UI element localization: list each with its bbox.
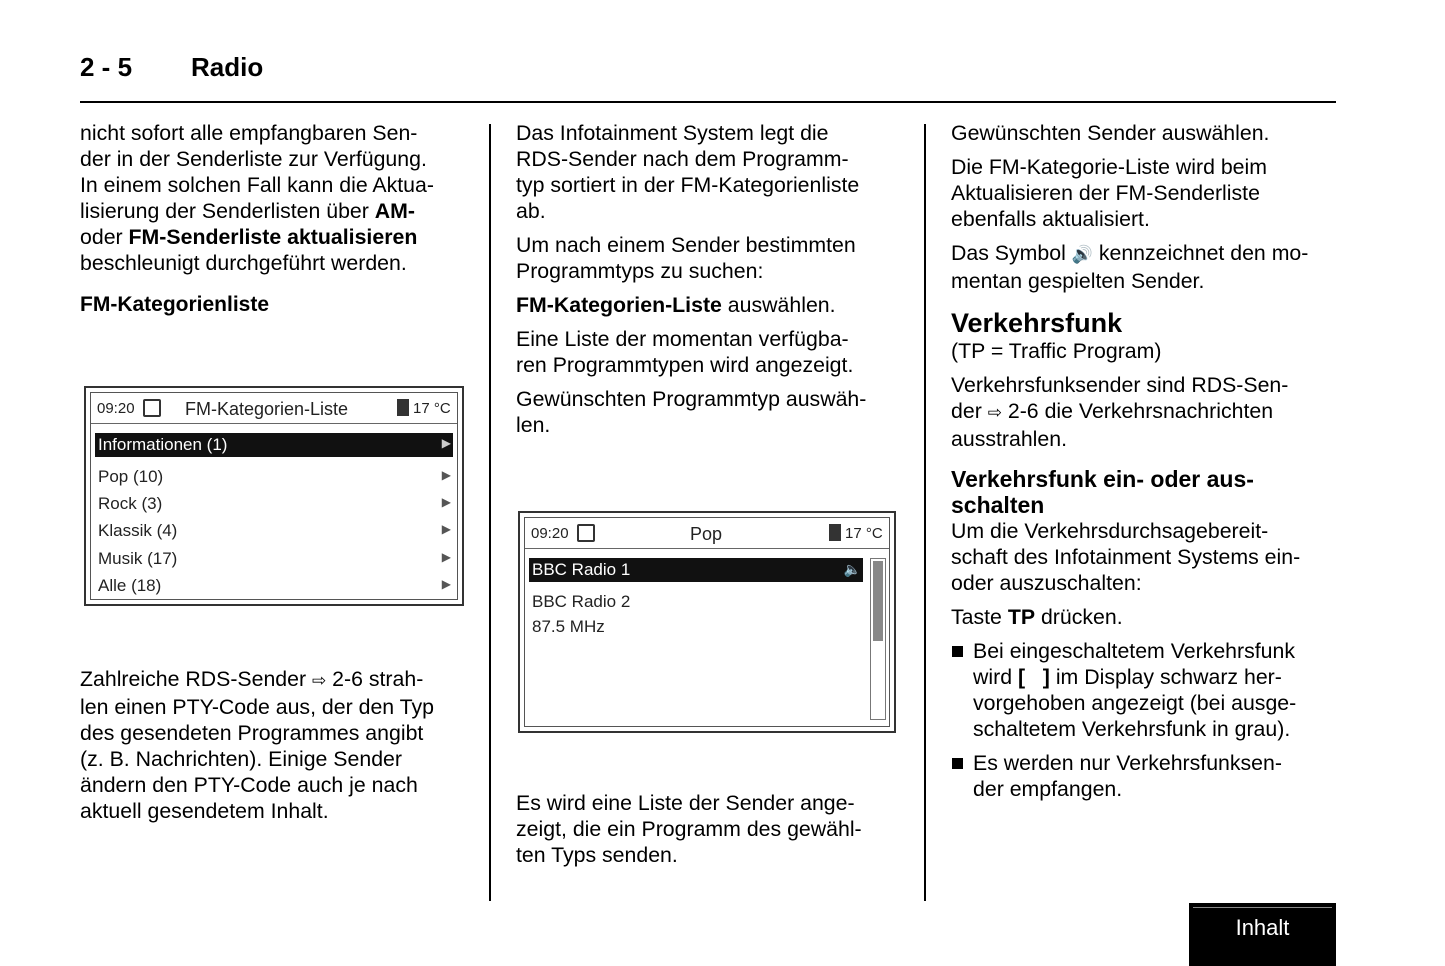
clock-icon bbox=[577, 524, 595, 542]
paragraph-choose-type: Gewünschten Programmtyp auswäh- len. bbox=[516, 387, 867, 437]
list-item[interactable]: Pop (10) ▶ bbox=[98, 467, 451, 486]
screen-status-bar bbox=[525, 518, 889, 549]
scrollbar[interactable] bbox=[870, 558, 886, 720]
screen-title: Pop bbox=[690, 524, 723, 544]
scrollbar-thumb[interactable] bbox=[873, 561, 883, 641]
chevron-right-icon: ▶ bbox=[441, 550, 451, 564]
list-item[interactable]: Musik (17) ▶ bbox=[98, 549, 451, 568]
reference-arrow-icon: ⇨ bbox=[987, 403, 1002, 422]
clock-time: 09:20 bbox=[97, 400, 135, 417]
chevron-right-icon: ▶ bbox=[441, 495, 451, 509]
list-item: Bei eingeschaltetem Verkehrsfunk wird [ ] im Display schwarz her- vorgehoben angezeigt (bei ausge- schaltetem Verkehrsfunk in grau). bbox=[951, 638, 1341, 742]
temperature: 17 °C bbox=[845, 525, 883, 542]
clock-time: 09:20 bbox=[531, 525, 569, 542]
paragraph-select-list: FM-Kategorien-Liste auswählen. bbox=[516, 293, 836, 317]
chevron-right-icon: ▶ bbox=[441, 436, 451, 450]
clock-icon bbox=[143, 399, 161, 417]
list-item[interactable]: Informationen (1) ▶ bbox=[95, 433, 453, 457]
chevron-right-icon: ▶ bbox=[441, 522, 451, 536]
section-title: Radio bbox=[191, 52, 264, 82]
list-item[interactable]: Rock (3) ▶ bbox=[98, 494, 451, 513]
page-number: 2 - 5 bbox=[80, 52, 133, 82]
paragraph-toggle-intro: Um die Verkehrsdurchsagebereit- schaft des Infotainment Systems ein- oder auszuschalten: bbox=[951, 519, 1301, 595]
reference-arrow-icon: ⇨ bbox=[312, 671, 327, 690]
list-item: Es werden nur Verkehrsfunksen- der empfangen. bbox=[951, 750, 1341, 802]
paragraph-intro: nicht sofort alle empfangbaren Sen- der in der Senderliste zur Verfügung. In einem solchen Fall kann die Aktua- lisierung der Senderlisten über AM- oder FM-Senderliste aktualisieren beschleunigt durchgeführt werden. bbox=[80, 121, 434, 275]
column-divider-1 bbox=[489, 124, 491, 901]
paragraph-rds-sorting: Das Infotainment System legt die RDS-Sender nach dem Programm- typ sortiert in der FM-Kategorienliste ab. bbox=[516, 121, 860, 223]
list-item[interactable]: BBC Radio 2 bbox=[532, 592, 631, 611]
list-item[interactable]: Alle (18) ▶ bbox=[98, 576, 451, 595]
button-highlight bbox=[1193, 907, 1332, 908]
contents-button[interactable]: Inhalt bbox=[1189, 903, 1336, 966]
bullet-list bbox=[951, 638, 1341, 802]
list-item[interactable]: Klassik (4) ▶ bbox=[98, 521, 451, 540]
subheading-fm-kategorienliste: FM-Kategorienliste bbox=[80, 293, 270, 316]
paragraph-traffic-stations: Verkehrsfunksender sind RDS-Sen- der ⇨ 2-6 die Verkehrsnachrichten ausstrahlen. bbox=[951, 373, 1289, 451]
column-divider-2 bbox=[924, 124, 926, 901]
column-2 bbox=[516, 120, 911, 446]
paragraph-list-shown: Eine Liste der momentan verfügba- ren Programmtypen wird angezeigt. bbox=[516, 327, 854, 377]
list-item[interactable]: 87.5 MHz bbox=[532, 617, 605, 636]
header-rule bbox=[80, 101, 1336, 103]
heading-verkehrsfunk-toggle: Verkehrsfunk ein- oder aus- schalten bbox=[951, 466, 1254, 518]
paragraph-search: Um nach einem Sender bestimmten Programmtyps zu suchen: bbox=[516, 233, 856, 283]
screen-fm-category-list bbox=[84, 386, 464, 606]
paragraph-category-update: Die FM-Kategorie-Liste wird beim Aktualisieren der FM-Senderliste ebenfalls aktualisiert. bbox=[951, 155, 1268, 231]
thermometer-icon bbox=[397, 399, 409, 416]
chevron-right-icon: ▶ bbox=[441, 468, 451, 482]
paragraph-symbol: Das Symbol 🔊 kennzeichnet den mo- mentan gespielten Sender. bbox=[951, 241, 1309, 293]
speaker-icon: 🔊 bbox=[1071, 245, 1093, 264]
list-item[interactable]: BBC Radio 1 🔈 bbox=[529, 558, 863, 582]
paragraph-press-tp: Taste TP drücken. bbox=[951, 605, 1123, 629]
paragraph-pty: Zahlreiche RDS-Sender ⇨ 2-6 strah- len einen PTY-Code aus, der den Typ des gesendeten Programmes angibt (z. B. Nachrichten). Einige Sender ändern den PTY-Code auch je nach aktuell gesendetem Inhalt. bbox=[80, 667, 435, 823]
chevron-right-icon: ▶ bbox=[441, 577, 451, 591]
heading-verkehrsfunk: Verkehrsfunk bbox=[951, 308, 1123, 338]
temperature: 17 °C bbox=[413, 400, 451, 417]
paragraph-station-list: Es wird eine Liste der Sender ange- zeigt, die ein Programm des gewähl- ten Typs senden. bbox=[516, 791, 862, 867]
column-1 bbox=[80, 120, 480, 284]
screen-status-bar bbox=[91, 393, 457, 424]
column-3 bbox=[951, 120, 1341, 810]
screen-pop-station-list bbox=[518, 511, 896, 733]
speaker-icon: 🔈 bbox=[843, 561, 861, 577]
thermometer-icon bbox=[829, 524, 841, 541]
tp-definition: (TP = Traffic Program) bbox=[951, 339, 1162, 363]
screen-title: FM-Kategorien-Liste bbox=[185, 399, 349, 419]
paragraph-choose-station: Gewünschten Sender auswählen. bbox=[951, 121, 1270, 145]
